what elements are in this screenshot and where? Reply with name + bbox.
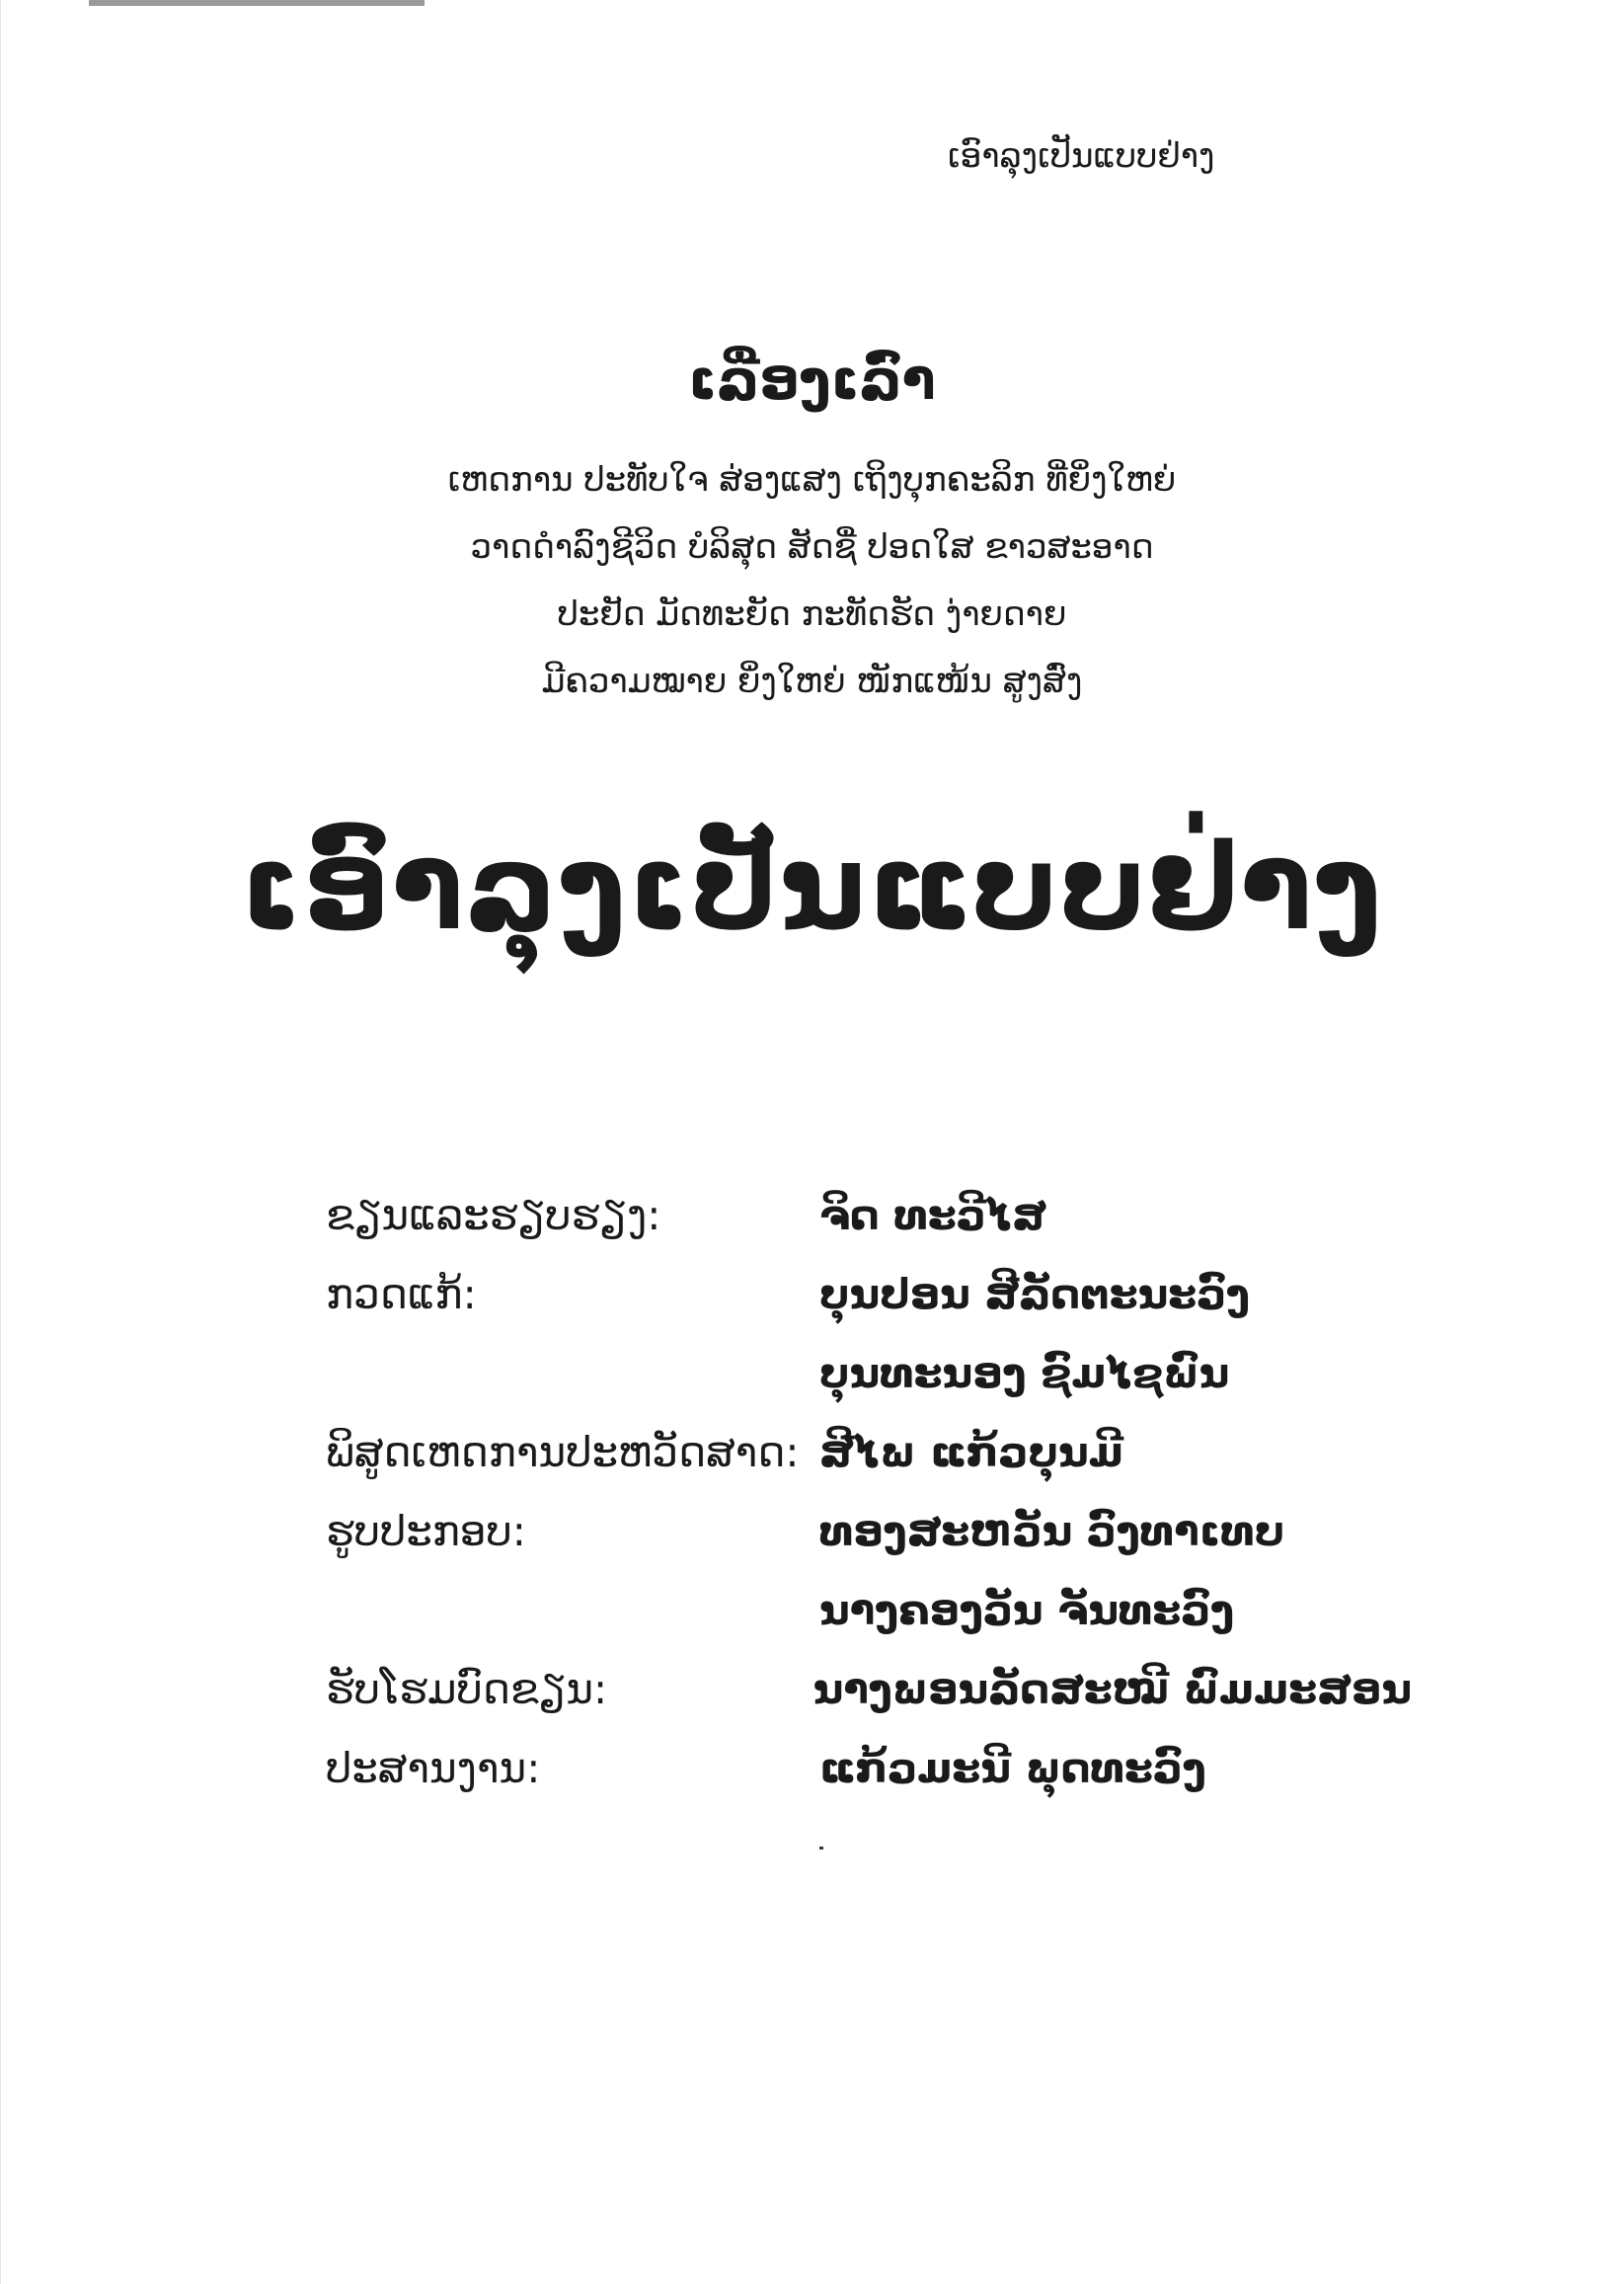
credit-role: ຮູບປະກອບ: xyxy=(326,1506,526,1555)
credit-name: ຈິດ ທະວີໄສ xyxy=(819,1190,1046,1239)
credit-row xyxy=(326,1254,1412,1333)
running-header: ເອົາລຸງເປັນແບບຢ່າງ xyxy=(948,137,1215,175)
scan-mark xyxy=(89,0,425,6)
credit-name: ບຸນປອນ ສີລັດຕະນະວົງ xyxy=(819,1269,1251,1318)
credit-row xyxy=(326,1570,1412,1649)
credit-name: ນາງຄອງວັນ ຈັນທະວົງ xyxy=(819,1585,1235,1634)
book-title: ເອົາລຸງເປັນແບບຢ່າງ xyxy=(240,820,1384,957)
credit-name: ບຸນທະນອງ ຊົມໄຊພົນ xyxy=(819,1348,1230,1397)
credit-role: ຂຽນແລະຮຽບຮຽງ: xyxy=(326,1190,661,1239)
credit-row xyxy=(326,1412,1412,1491)
credit-name: ສີໄພ ແກ້ວບຸນມີ xyxy=(819,1427,1123,1476)
genre-line-1: ເຫດການ ປະທັບໃຈ ສ່ອງແສງ ເຖິງບຸກຄະລິກ ທີ່ຍິ່ງໃຫຍ່ xyxy=(447,460,1177,500)
scan-speck xyxy=(819,1847,823,1850)
credit-name: ນາງພອນລັດສະໝີ ພົມມະສອນ xyxy=(812,1664,1412,1713)
credit-row xyxy=(326,1491,1412,1570)
credit-role: ກວດແກ້: xyxy=(326,1269,477,1318)
credit-name: ແກ້ວມະນີ ພຸດທະວົງ xyxy=(819,1743,1206,1792)
genre-line-3: ປະຢັດ ມັດທະຍັດ ກະທັດຮັດ ງ່າຍດາຍ xyxy=(557,594,1067,634)
credit-row xyxy=(326,1649,1412,1728)
genre-line-4: ມີຄວາມໝາຍ ຍິ່ງໃຫຍ່ ໜັກແໜ້ນ ສູງສົ່ງ xyxy=(541,662,1083,701)
scan-edge xyxy=(0,0,1,2284)
credit-row xyxy=(326,1728,1412,1807)
credit-role: ປະສານງານ: xyxy=(326,1743,541,1792)
credit-row xyxy=(326,1333,1412,1412)
genre-line-2: ວາດດຳລົງຊີວິດ ບໍລິສຸດ ສັດຊື່ ປອດໃສ ຂາວສະອາດ xyxy=(470,527,1154,567)
genre-title: ເລື່ອງເລົ່າ xyxy=(688,349,936,413)
credit-role: ພິສູດເຫດການປະຫວັດສາດ: xyxy=(326,1427,800,1476)
credit-row xyxy=(326,1175,1412,1254)
genre-block xyxy=(0,346,1624,715)
credits-list xyxy=(326,1175,1412,1807)
credit-role: ຮັບໂຮມບົດຂຽນ: xyxy=(326,1664,608,1713)
credit-name: ທອງສະຫວັນ ວົງທາເທບ xyxy=(819,1506,1285,1555)
